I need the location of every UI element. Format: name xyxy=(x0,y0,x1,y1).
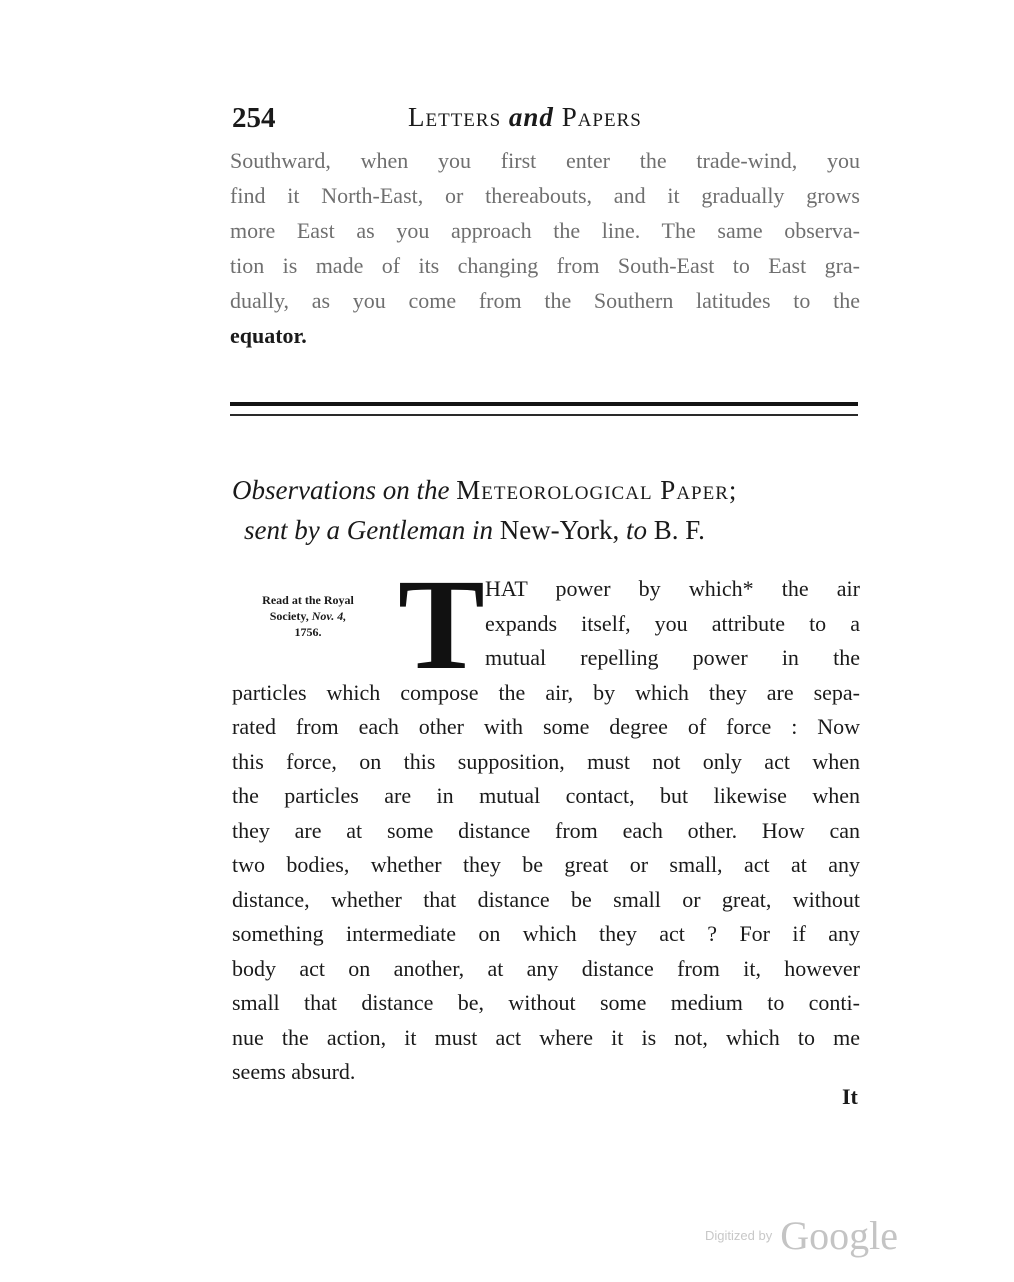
margin-note-society: Society, xyxy=(269,609,309,623)
title-place: New-York, xyxy=(499,515,620,545)
text-line: they are at some distance from each other. How can xyxy=(232,817,860,843)
running-head-word-papers: Papers xyxy=(561,102,642,132)
text-line: equator. xyxy=(230,323,307,348)
text-line: small that distance be, without some medium to conti- xyxy=(232,990,860,1015)
running-head-word-and: and xyxy=(508,102,554,132)
google-logo: Google xyxy=(780,1213,898,1258)
article-title-line-1 xyxy=(232,470,872,510)
text-line: distance, whether that distance be small or great, without xyxy=(232,886,860,912)
drop-cap: T xyxy=(398,553,485,697)
text-line: seems absurd. xyxy=(232,1059,356,1084)
section-divider-thick xyxy=(230,402,858,406)
text-line: two bodies, whether they be great or small, act at any xyxy=(232,852,860,877)
text-line: particles which compose the air, by which they are sepa- xyxy=(232,679,860,705)
text-line: Southward, when you first enter the trade-wind, you xyxy=(230,148,860,173)
running-head-title xyxy=(408,102,642,133)
text-line: HAT power by which* the air xyxy=(485,576,860,601)
text-line: rated from each other with some degree of force : Now xyxy=(232,714,860,739)
margin-note-year: 1756. xyxy=(294,625,322,639)
text-line: mutual repelling power in the xyxy=(485,645,860,670)
title-caps-part: Meteorological Paper xyxy=(456,475,729,505)
text-line: expands itself, you attribute to a xyxy=(485,610,860,636)
title-italic-part: to xyxy=(625,515,647,545)
text-line: more East as you approach the line. The same observa- xyxy=(230,218,860,243)
article-body xyxy=(232,572,860,1090)
text-line: something intermediate on which they act ? For if any xyxy=(232,921,860,946)
catchword: It xyxy=(842,1084,858,1109)
title-italic-part: sent by a Gentleman in xyxy=(244,515,493,545)
text-line: this force, on this supposition, must not only act when xyxy=(232,748,860,774)
title-recipient: B. F. xyxy=(653,515,705,545)
text-line: tion is made of its changing from South-East to East gra- xyxy=(230,253,860,278)
text-line: body act on another, at any distance from it, however xyxy=(232,955,860,981)
title-italic-part: Observations on the xyxy=(232,475,450,505)
article-title xyxy=(232,470,872,550)
text-line: dually, as you come from the Southern latitudes to the xyxy=(230,288,860,313)
text-line: nue the action, it must act where it is not, which to me xyxy=(232,1024,860,1050)
text-line: the particles are in mutual contact, but likewise when xyxy=(232,783,860,808)
watermark-prefix: Digitized by xyxy=(705,1228,773,1243)
margin-note-date: Nov. 4, xyxy=(311,609,347,623)
google-watermark xyxy=(705,1212,898,1262)
running-head-word-letters: Letters xyxy=(408,102,502,132)
page-number: 254 xyxy=(232,102,276,134)
margin-note-line: Read at the Royal xyxy=(262,593,354,607)
title-punctuation: ; xyxy=(728,475,737,505)
text-line: find it North-East, or thereabouts, and it gradually grows xyxy=(230,183,860,208)
running-head xyxy=(232,100,860,140)
previous-article-text xyxy=(230,143,860,353)
article-title-line-2 xyxy=(232,510,872,550)
section-divider-thin xyxy=(230,414,858,416)
